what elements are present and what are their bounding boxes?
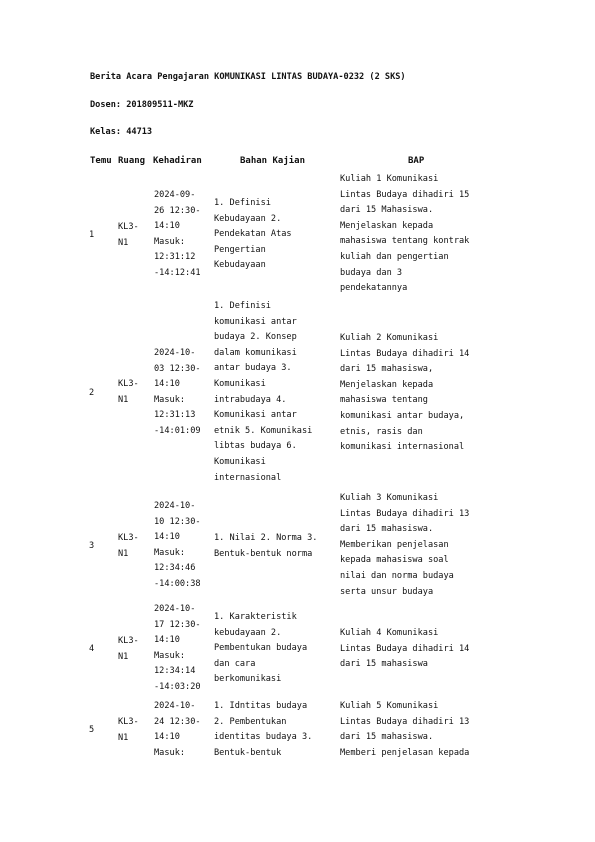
cell-temu: 2	[89, 388, 95, 398]
cell-ruang: KL3- N1	[118, 379, 139, 405]
column-header-temu: Temu	[90, 156, 112, 166]
cell-temu: 5	[89, 725, 95, 735]
cell-bap: Kuliah 1 Komunikasi Lintas Budaya dihadiri 15 dari 15 Mahasiswa. Menjelaskan kepada mahasiswa tentang kontrak kuliah dan pengertian budaya dan 3 pendekatannya	[340, 174, 470, 294]
class-line: Kelas: 44713	[90, 127, 153, 137]
cell-bap: Kuliah 5 Komunikasi Lintas Budaya dihadiri 13 dari 15 mahasiswa. Memberi penjelasan kepada	[340, 701, 470, 758]
cell-bap: Kuliah 2 Komunikasi Lintas Budaya dihadiri 14 dari 15 mahasiswa, Menjelaskan kepada mahasiswa tentang komunikasi antar budaya, etnis, rasis dan komunikasi internasional	[340, 333, 470, 453]
cell-temu: 3	[89, 541, 95, 551]
column-header-bap: BAP	[408, 156, 425, 166]
cell-kehadiran: 2024-10- 03 12:30- 14:10 Masuk: 12:31:13 -14:01:09	[154, 348, 201, 436]
cell-bahan-kajian: 1. Idntitas budaya 2. Pembentukan identitas budaya 3. Bentuk-bentuk	[214, 701, 313, 758]
column-header-bahan-kajian: Bahan Kajian	[240, 156, 306, 166]
cell-ruang: KL3- N1	[118, 533, 139, 559]
document-title: Berita Acara Pengajaran KOMUNIKASI LINTAS BUDAYA-0232 (2 SKS)	[90, 72, 406, 82]
cell-kehadiran: 2024-10- 24 12:30- 14:10 Masuk:	[154, 701, 201, 758]
cell-temu: 4	[89, 644, 95, 654]
lecturer-line: Dosen: 201809511-MKZ	[90, 100, 194, 110]
cell-bahan-kajian: 1. Nilai 2. Norma 3. Bentuk-bentuk norma	[214, 533, 318, 559]
cell-bahan-kajian: 1. Definisi komunikasi antar budaya 2. Konsep dalam komunikasi antar budaya 3. Komunikasi intrabudaya 4. Komunikasi antar etnik 5. Komunikasi libtas budaya 6. Komunikasi internasional	[214, 301, 313, 483]
cell-kehadiran: 2024-10- 10 12:30- 14:10 Masuk: 12:34:46 -14:00:38	[154, 501, 201, 589]
cell-temu: 1	[89, 230, 95, 240]
cell-kehadiran: 2024-09- 26 12:30- 14:10 Masuk: 12:31:12 -14:12:41	[154, 190, 201, 278]
cell-kehadiran: 2024-10- 17 12:30- 14:10 Masuk: 12:34:14 -14:03:20	[154, 604, 201, 692]
cell-ruang: KL3- N1	[118, 222, 139, 248]
cell-bap: Kuliah 3 Komunikasi Lintas Budaya dihadiri 13 dari 15 mahasiswa. Memberikan penjelasan kepada mahasiswa soal nilai dan norma budaya serta unsur budaya	[340, 493, 470, 597]
column-header-kehadiran: Kehadiran	[153, 156, 202, 166]
cell-ruang: KL3- N1	[118, 636, 139, 662]
cell-bap: Kuliah 4 Komunikasi Lintas Budaya dihadiri 14 dari 15 mahasiswa	[340, 628, 470, 670]
cell-ruang: KL3- N1	[118, 717, 139, 743]
cell-bahan-kajian: 1. Definisi Kebudayaan 2. Pendekatan Atas Pengertian Kebudayaan	[214, 198, 292, 271]
column-header-ruang: Ruang	[118, 156, 146, 166]
cell-bahan-kajian: 1. Karakteristik kebudayaan 2. Pembentukan budaya dan cara berkomunikasi	[214, 612, 308, 685]
